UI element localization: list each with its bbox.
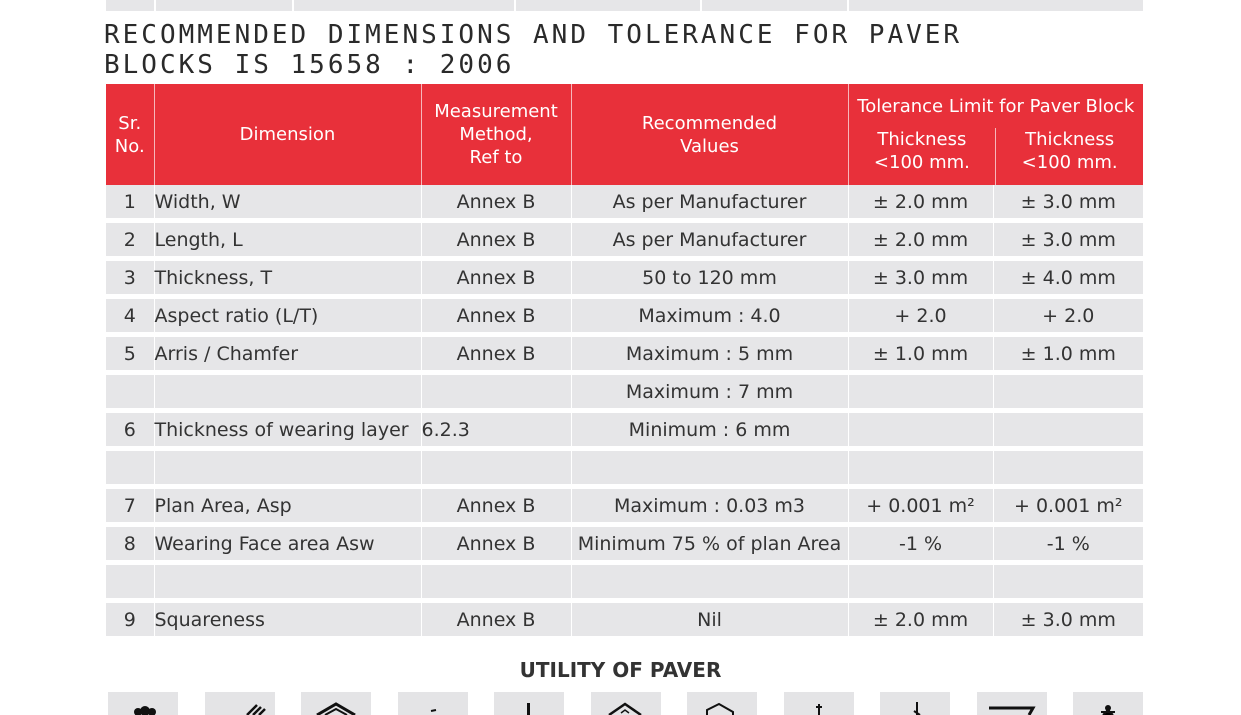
cell-method [421,563,571,601]
cell-sr-no: 6 [106,411,154,449]
header-thickness-2 [996,128,1143,185]
table-row [106,373,1143,411]
cell-tolerance-1: + 0.001 m² [848,487,993,525]
cell-dimension: Thickness of wearing layer [154,411,421,449]
playground-icon [1073,692,1143,715]
table-header-row [106,84,1143,185]
table-row [106,411,1143,449]
cell-dimension: Wearing Face area Asw [154,525,421,563]
cell-recommended-value: As per Manufacturer [571,221,848,259]
cell-recommended-value: As per Manufacturer [571,185,848,221]
cell-sr-no [106,373,154,411]
cart-icon [977,692,1047,715]
header-tolerance-limit [848,84,1143,185]
table-row [106,449,1143,487]
cell-method: Annex B [421,259,571,297]
utility-icons-row [108,692,1170,715]
cell-method: Annex B [421,221,571,259]
cell-sr-no: 2 [106,221,154,259]
cell-recommended-value: Maximum : 5 mm [571,335,848,373]
cell-sr-no: 3 [106,259,154,297]
cell-dimension [154,563,421,601]
header-recommended-line1: Recommended [641,112,778,134]
cell-tolerance-2: + 2.0 [993,297,1143,335]
cell-recommended-value [571,449,848,487]
header-thick2-line2: <100 mm. [1021,152,1118,173]
cell-dimension: Squareness [154,601,421,639]
cell-tolerance-1: ± 1.0 mm [848,335,993,373]
table-row [106,335,1143,373]
cell-tolerance-1 [848,373,993,411]
cell-tolerance-1: -1 % [848,525,993,563]
cell-sr-no: 8 [106,525,154,563]
header-thick2-line1: Thickness [1025,129,1115,150]
header-thick1-line1: Thickness [877,129,967,150]
cell-recommended-value: Nil [571,601,848,639]
header-thickness-1 [849,128,997,185]
cell-tolerance-2: -1 % [993,525,1143,563]
cell-method: Annex B [421,297,571,335]
cell-dimension [154,373,421,411]
cell-sr-no: 7 [106,487,154,525]
cell-sr-no: 1 [106,185,154,221]
cell-tolerance-1 [848,563,993,601]
cell-tolerance-2 [993,373,1143,411]
heading-line-2: BLOCKS IS 15658 : 2006 [104,50,515,80]
monument-icon [880,692,950,715]
cell-tolerance-1: ± 2.0 mm [848,601,993,639]
cell-tolerance-1: ± 2.0 mm [848,185,993,221]
cell-dimension: Aspect ratio (L/T) [154,297,421,335]
table-row [106,259,1143,297]
cell-method: 6.2.3 [421,411,571,449]
cell-tolerance-1: ± 2.0 mm [848,221,993,259]
utility-title: UTILITY OF PAVER [519,658,722,682]
cell-tolerance-2: ± 3.0 mm [993,221,1143,259]
cell-tolerance-2: + 0.001 m² [993,487,1143,525]
cell-recommended-value: Minimum 75 % of plan Area [571,525,848,563]
cell-sr-no: 9 [106,601,154,639]
header-dimension: Dimension [154,84,421,185]
cell-method: Annex B [421,525,571,563]
table-row [106,221,1143,259]
table-row [106,601,1143,639]
cell-method: Annex B [421,185,571,221]
cell-sr-no [106,563,154,601]
walkway-icon [398,692,468,715]
header-sr-no [106,84,154,185]
header-recommended-line2: Values [680,135,739,157]
table-row [106,297,1143,335]
cell-tolerance-1 [848,411,993,449]
cell-dimension: Length, L [154,221,421,259]
cell-method [421,449,571,487]
table-row [106,185,1143,221]
cell-tolerance-1: + 2.0 [848,297,993,335]
cell-tolerance-2: ± 1.0 mm [993,335,1143,373]
cell-dimension: Width, W [154,185,421,221]
page-heading [104,20,984,80]
cell-tolerance-2: ± 3.0 mm [993,185,1143,221]
previous-table-bottom [106,0,1143,11]
cell-tolerance-2 [993,563,1143,601]
header-sr-line2: No. [114,135,145,157]
cell-tolerance-2 [993,411,1143,449]
header-tolerance-title: Tolerance Limit for Paver Block [857,95,1135,117]
cell-tolerance-2: ± 4.0 mm [993,259,1143,297]
group-icon [108,692,178,715]
dimensions-table [106,84,1143,641]
cell-recommended-value: 50 to 120 mm [571,259,848,297]
header-recommended-values [571,84,848,185]
cell-dimension: Thickness, T [154,259,421,297]
post-icon [494,692,564,715]
cell-sr-no: 5 [106,335,154,373]
header-sr-line1: Sr. [118,112,142,134]
cell-sr-no [106,449,154,487]
cell-recommended-value: Maximum : 7 mm [571,373,848,411]
header-method-line1: Measurement [434,101,558,122]
cell-recommended-value: Minimum : 6 mm [571,411,848,449]
header-measurement-method [421,84,571,185]
cell-method: Annex B [421,487,571,525]
cell-tolerance-1 [848,449,993,487]
cell-recommended-value: Maximum : 4.0 [571,297,848,335]
cell-tolerance-2 [993,449,1143,487]
table-row [106,563,1143,601]
cell-sr-no: 4 [106,297,154,335]
cell-recommended-value [571,563,848,601]
table-row [106,487,1143,525]
church-icon [784,692,854,715]
cell-method [421,373,571,411]
cell-tolerance-1: ± 3.0 mm [848,259,993,297]
house-icon [591,692,661,715]
cell-method: Annex B [421,335,571,373]
warehouse-icon [301,692,371,715]
header-method-line2: Method, [459,124,533,145]
header-method-line3: Ref to [469,147,523,168]
cell-dimension [154,449,421,487]
home-icon [687,692,757,715]
cell-dimension: Arris / Chamfer [154,335,421,373]
heading-line-1: RECOMMENDED DIMENSIONS AND TOLERANCE FOR PAVER [104,20,963,50]
cell-method: Annex B [421,601,571,639]
tools-icon [205,692,275,715]
cell-recommended-value: Maximum : 0.03 m3 [571,487,848,525]
table-row [106,525,1143,563]
cell-tolerance-2: ± 3.0 mm [993,601,1143,639]
header-thick1-line2: <100 mm. [873,152,970,173]
cell-dimension: Plan Area, Asp [154,487,421,525]
